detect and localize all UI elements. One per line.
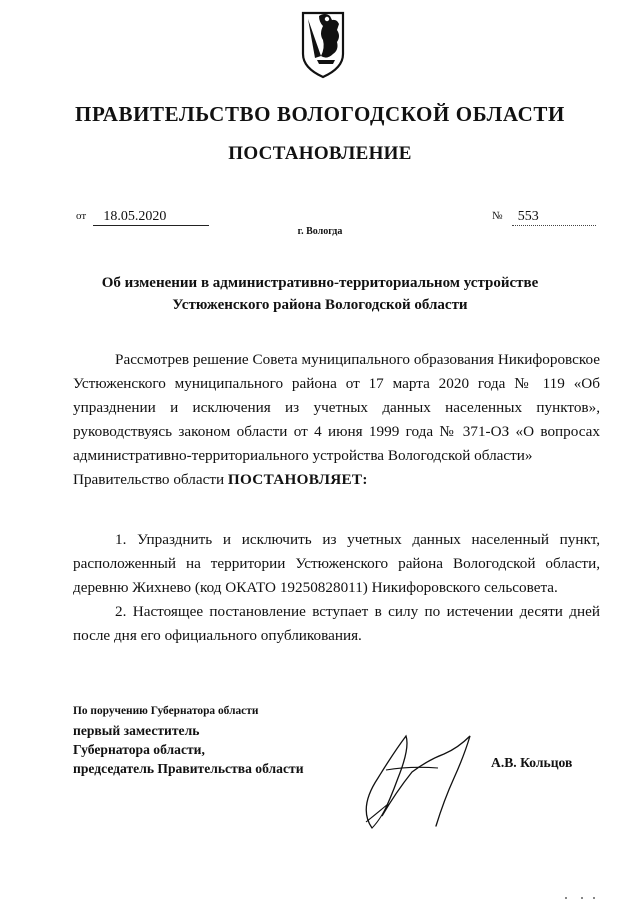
signer-line-3: Губернатора области, — [73, 742, 205, 757]
date-row — [76, 208, 209, 226]
date-label: от — [76, 210, 87, 222]
document-type: ПОСТАНОВЛЕНИЕ — [228, 143, 412, 164]
handwritten-signature — [352, 708, 482, 836]
coat-of-arms-icon — [299, 10, 347, 80]
organization-title: ПРАВИТЕЛЬСТВО ВОЛОГОДСКОЙ ОБЛАСТИ — [75, 102, 565, 126]
signer-line-1: По поручению Губернатора области — [73, 705, 259, 717]
decree-word: ПОСТАНОВЛЯЕТ: — [227, 471, 368, 488]
decree-prefix: Правительство области — [73, 471, 228, 488]
document-number: 553 — [512, 209, 596, 226]
item-2-paragraph: 2. Настоящее постановление вступает в силу по истечении десяти дней после дня его официального опубликования. — [73, 603, 600, 644]
decree-line — [73, 468, 600, 492]
page-marks — [560, 895, 600, 901]
document-subject — [80, 272, 560, 316]
preamble-paragraph: Рассмотрев решение Совета муниципального образования Никифоровское Устюженского муниципального района от 17 марта 2020 года № 119 «Об упразднении и исключения из учетных данных населенных пунктов», руководствуясь законом области от 4 июня 1999 года № 371-ОЗ «О вопросах административно-территориального устройства Вологодской области» — [73, 351, 600, 464]
subject-line-1: Об изменении в административно-территориальном устройстве — [101, 275, 539, 291]
number-row — [492, 208, 596, 226]
document-date: 18.05.2020 — [93, 209, 209, 226]
item-1-paragraph: 1. Упразднить и исключить из учетных данных населенный пункт, расположенный на территории Устюженского района Вологодской области, деревню Жихнево (код ОКАТО 19250828011) Никифоровского сельсовета. — [73, 531, 600, 596]
number-label: № — [492, 210, 503, 222]
signer-name: А.В. Кольцов — [491, 755, 573, 770]
document-body — [73, 348, 600, 648]
subject-line-2: Устюженского района Вологодской области — [172, 297, 468, 313]
signer-line-4: председатель Правительства области — [73, 761, 304, 776]
signer-title-block — [73, 702, 373, 778]
paragraph-gap — [73, 492, 600, 528]
city: г. Вологда — [297, 226, 343, 237]
signer-line-2: первый заместитель — [73, 723, 200, 738]
